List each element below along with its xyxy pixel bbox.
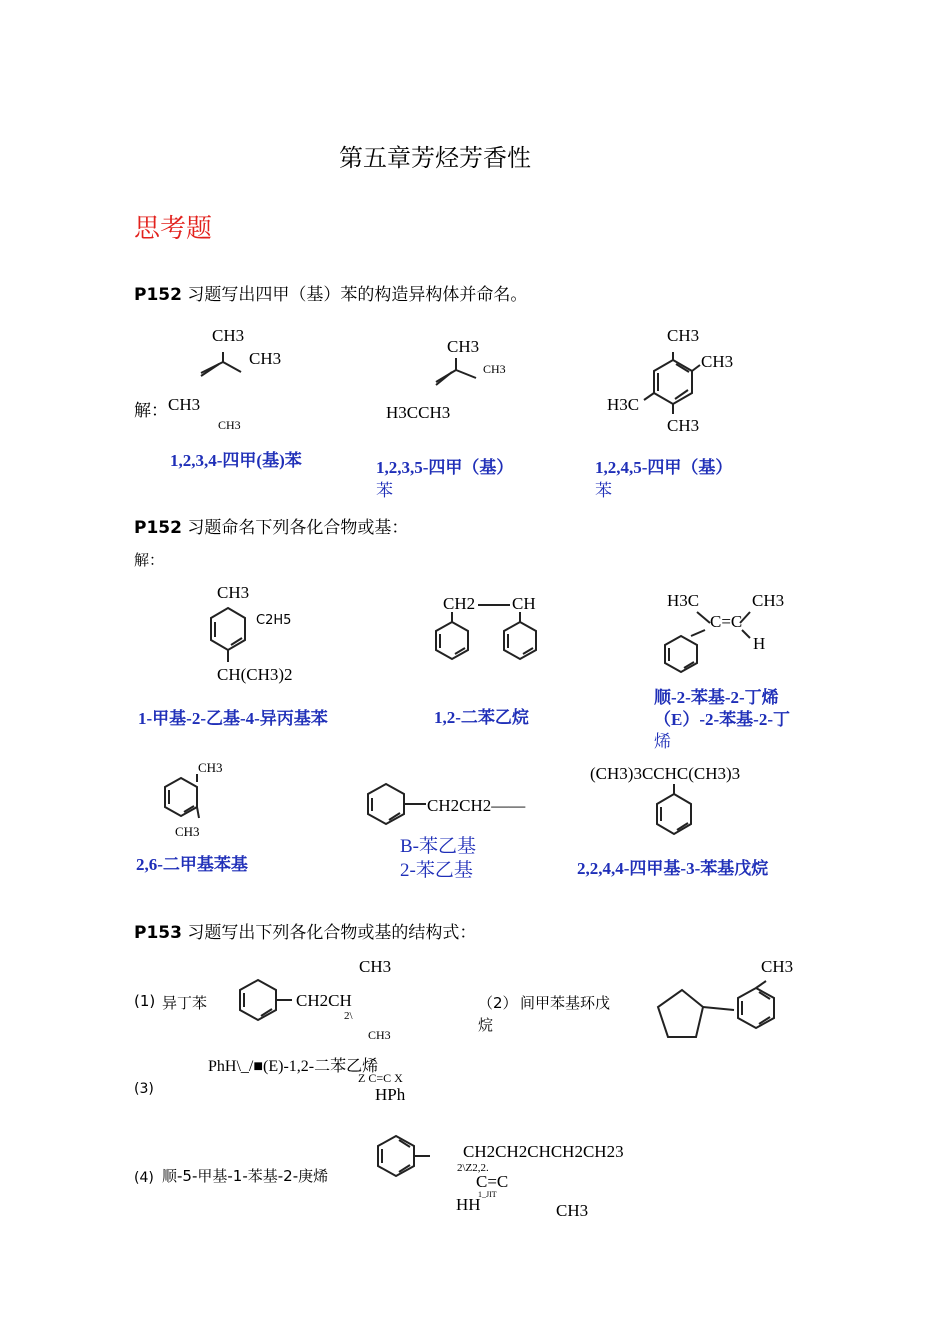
q2-e-name-2: 2-苯乙基	[400, 860, 473, 881]
q3-i1-dash: 2\	[344, 1010, 353, 1022]
q3-heading	[134, 918, 476, 943]
q2-a-name: 1-甲基-2-乙基-4-异丙基苯	[138, 709, 328, 728]
q3-i4-chain: CH2CH2CHCH2CH23	[463, 1142, 624, 1161]
q3-i1-ring	[230, 975, 300, 1025]
q1-s3-name-2: 苯	[595, 481, 612, 500]
q3-i4-ch3: CH3	[556, 1201, 589, 1220]
q3-i3-cc: Z C=C X	[358, 1071, 403, 1085]
q3-i2-num: （2）	[478, 994, 518, 1012]
q1-s1-ch3-right: CH3	[249, 349, 282, 368]
q2-d-ch3-top: CH3	[198, 760, 223, 775]
q3-i3-hph: HPh	[375, 1085, 406, 1104]
q2-e-name-1: B-苯乙基	[400, 836, 477, 857]
q1-s1-name: 1,2,3,4-四甲(基)苯	[170, 451, 302, 470]
q3-i4-mid: 2\Z2,2.	[457, 1162, 489, 1174]
q2-e-ring	[360, 780, 430, 830]
q2-c-h3c: H3C	[667, 591, 700, 610]
q3-i4-num: (4)	[134, 1170, 154, 1186]
q1-prefix: P152	[134, 285, 182, 305]
q3-i4-name: 顺-5-甲基-1-苯基-2-庚烯	[162, 1167, 329, 1185]
q3-prefix: P153	[134, 923, 182, 943]
q1-s2-name-1: 1,2,3,5-四甲（基）	[376, 458, 514, 477]
q1-s3-name-1: 1,2,4,5-四甲（基）	[595, 458, 733, 477]
q1-s2-left: H3CCH3	[386, 403, 451, 422]
q3-i2-rings	[650, 975, 790, 1050]
q2-b-rings	[428, 600, 548, 670]
q1-s3-h3c: H3C	[607, 395, 640, 414]
q1-s3-ch3-top: CH3	[667, 326, 700, 345]
q3-text: 习题写出下列各化合物或基的结构式：	[187, 923, 477, 943]
q2-answer-label: 解：	[134, 551, 165, 569]
q3-i2-name-1: 间甲苯基环戊	[520, 994, 611, 1012]
q1-s1-ch3-low: CH3	[218, 418, 241, 432]
q1-s1-ch3-top: CH3	[212, 326, 245, 345]
q1-text: 习题写出四甲（基）苯的构造异构体并命名。	[187, 285, 528, 305]
q3-i1-num: (1)	[134, 992, 156, 1010]
q2-c-name-2: （E）-2-苯基-2-丁	[654, 710, 790, 729]
q2-b-name: 1,2-二苯乙烷	[434, 708, 529, 727]
section-heading: 思考题	[134, 214, 213, 243]
q1-heading	[134, 280, 527, 305]
q2-a-ring	[200, 600, 260, 670]
q2-d-ring	[155, 770, 215, 830]
q2-d-name: 2,6-二甲基苯基	[136, 855, 248, 874]
q3-i1-ch3-top: CH3	[359, 957, 392, 976]
q2-a-c2h5: C2H5	[256, 613, 292, 628]
q3-i1-ch2ch: CH2CH	[296, 991, 352, 1010]
q1-struct1-bonds	[195, 340, 255, 380]
q2-c-name-1: 顺-2-苯基-2-丁烯	[654, 688, 779, 707]
q3-i1-ch3-bottom: CH3	[368, 1028, 391, 1042]
q1-s2-name-2: 苯	[376, 481, 393, 500]
q2-c-h: H	[753, 634, 766, 653]
q3-i1-name: 异丁苯	[162, 994, 208, 1012]
q3-i4-tiny: 1_JIT	[478, 1190, 497, 1199]
q1-s3-ch3-right: CH3	[701, 352, 734, 371]
q2-b-ch2: CH2	[443, 594, 476, 613]
q3-i2-name-2: 烷	[478, 1016, 494, 1034]
q1-s3-ch3-bottom: CH3	[667, 416, 700, 435]
q2-a-ipr: CH(CH3)2	[217, 665, 293, 684]
q2-f-formula: (CH3)3CCHC(CH3)3	[590, 764, 741, 783]
page-title: 第五章芳烃芳香性	[339, 146, 531, 172]
q2-c-name-3: 烯	[654, 732, 671, 751]
q2-f-ring	[650, 780, 700, 840]
q3-i2-ch3: CH3	[761, 957, 794, 976]
q1-s1-ch3-left: CH3	[168, 395, 201, 414]
q1-s2-ch3-top: CH3	[447, 337, 480, 356]
q2-heading	[134, 513, 408, 538]
q2-c-ch3: CH3	[752, 591, 785, 610]
q1-s2-ch3-right: CH3	[483, 362, 506, 376]
q3-i3-line: PhH\_/■(E)-1,2-二苯乙烯	[208, 1058, 379, 1075]
q2-e-chain: CH2CH2——	[427, 796, 526, 815]
q2-a-ch3: CH3	[217, 583, 250, 602]
q3-i4-cc: C=C	[476, 1172, 509, 1191]
q3-i3-num: (3)	[134, 1081, 154, 1097]
q3-i4-hh: HH	[456, 1195, 481, 1214]
q1-struct2-bonds	[430, 352, 490, 388]
q2-b-ch: CH	[512, 594, 536, 613]
q1-answer-label: 解：	[134, 401, 168, 421]
q2-c-cc: C=C	[710, 612, 743, 631]
q2-c-ring	[655, 600, 765, 680]
q2-text: 习题命名下列各化合物或基：	[187, 518, 409, 538]
q3-i4-ring	[370, 1132, 440, 1182]
q2-prefix: P152	[134, 518, 182, 538]
q2-d-ch3-bottom: CH3	[175, 824, 200, 839]
q2-f-name: 2,2,4,4-四甲基-3-苯基戊烷	[577, 859, 769, 878]
